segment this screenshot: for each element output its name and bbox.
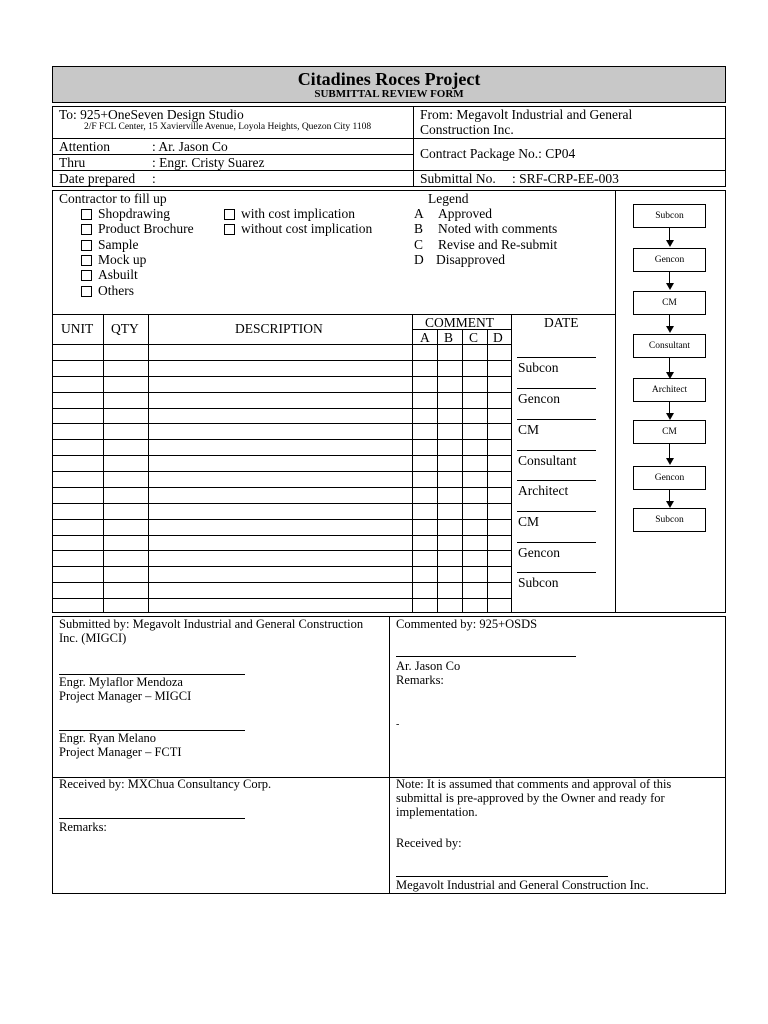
comment-row-line	[412, 360, 511, 361]
legend-text-d: Disapproved	[436, 252, 505, 267]
comment-row-line	[412, 471, 511, 472]
checkbox-with-cost[interactable]	[224, 209, 235, 220]
flow-arrow-6	[666, 458, 674, 465]
table-row-line	[52, 408, 412, 409]
note-line2: submittal is pre-approved by the Owner and ready for	[396, 791, 665, 805]
table-row-line	[52, 535, 412, 536]
label-with-cost: with cost implication	[241, 206, 355, 221]
label-sample: Sample	[98, 237, 139, 252]
table-row-line	[52, 376, 412, 377]
signatory-name-2: Engr. Ryan Melano	[59, 731, 157, 745]
label-product-brochure: Product Brochure	[98, 221, 194, 236]
table-row-line	[52, 455, 412, 456]
flow-box-gencon-2: Gencon	[633, 466, 706, 490]
received-remarks-label: Remarks:	[59, 820, 107, 834]
checkbox-others[interactable]	[81, 286, 92, 297]
label-shopdrawing: Shopdrawing	[98, 206, 170, 221]
table-row-line	[52, 471, 412, 472]
comment-row-line	[412, 408, 511, 409]
label-asbuilt: Asbuilt	[98, 267, 138, 282]
header-comment-c: C	[469, 330, 479, 345]
flow-box-cm: CM	[633, 291, 706, 315]
legend-text-a: Approved	[438, 206, 492, 221]
table-row-line	[52, 582, 412, 583]
date-entry-subcon-2: Subcon	[518, 575, 559, 590]
comment-row-line	[412, 376, 511, 377]
signatory-title-2: Project Manager – FCTI	[59, 745, 182, 759]
table-row-line	[52, 360, 412, 361]
header-unit: UNIT	[61, 321, 94, 336]
table-row-line	[52, 550, 412, 551]
submittal-no-label: Submittal No.	[420, 171, 496, 186]
legend-text-c: Revise and Re-submit	[438, 237, 558, 252]
signature-line-mxchua[interactable]	[59, 818, 245, 819]
date-prepared-value: :	[152, 171, 156, 186]
date-entry-consultant: Consultant	[518, 453, 577, 468]
to-address: 2/F FCL Center, 15 Xavierville Avenue, Loyola Heights, Quezon City 1108	[84, 122, 372, 132]
header-comment-d: D	[493, 330, 503, 345]
table-row-line	[52, 439, 412, 440]
table-row-line	[52, 423, 412, 424]
table-row-line	[52, 598, 412, 599]
date-entry-architect: Architect	[518, 483, 569, 498]
flow-arrow-3	[666, 326, 674, 333]
commenter-name: Ar. Jason Co	[396, 659, 461, 673]
flow-box-cm-2: CM	[633, 420, 706, 444]
table-row-line	[52, 392, 412, 393]
signature-line-megavolt[interactable]	[396, 876, 608, 877]
flow-divider	[615, 190, 616, 613]
note-line3: implementation.	[396, 805, 478, 819]
flow-box-consultant: Consultant	[633, 334, 706, 358]
signatory-name-1: Engr. Mylaflor Mendoza	[59, 675, 183, 689]
date-entry-cm-2: CM	[518, 514, 540, 529]
received-by-label: Received by: MXChua Consultancy Corp.	[59, 777, 272, 791]
header-comment: COMMENT	[425, 315, 495, 330]
table-row-line	[52, 344, 412, 345]
commenter-remarks-label: Remarks:	[396, 673, 444, 687]
date-entry-cm: CM	[518, 422, 540, 437]
attention-value: : Ar. Jason Co	[152, 139, 228, 154]
flow-arrow-5	[666, 413, 674, 420]
from-line2: Construction Inc.	[420, 122, 514, 137]
header-description: DESCRIPTION	[235, 321, 323, 336]
checkbox-sample[interactable]	[81, 240, 92, 251]
legend-code-a: A	[414, 206, 424, 221]
label-others: Others	[98, 283, 134, 298]
comment-row-line	[412, 487, 511, 488]
contractor-title: Contractor to fill up	[59, 191, 167, 206]
comment-row-line	[412, 439, 511, 440]
signatory-title-1: Project Manager – MIGCI	[59, 689, 192, 703]
header-date: DATE	[544, 315, 579, 330]
flow-box-architect: Architect	[633, 378, 706, 402]
header-comment-a: A	[420, 330, 430, 345]
legend-code-c: C	[414, 237, 424, 252]
date-entry-subcon: Subcon	[518, 360, 559, 375]
table-top-border	[52, 314, 615, 315]
thru-label: Thru	[59, 155, 86, 170]
checkbox-mock-up[interactable]	[81, 255, 92, 266]
legend-title: Legend	[428, 191, 469, 206]
submitted-by-line1: Submitted by: Megavolt Industrial and General Construction	[59, 617, 364, 631]
to-label: To: 925+OneSeven Design Studio	[59, 107, 244, 122]
thru-value: : Engr. Cristy Suarez	[152, 155, 265, 170]
date-prepared-label: Date prepared	[59, 171, 136, 186]
flow-box-subcon-2: Subcon	[633, 508, 706, 532]
comment-row-line	[412, 566, 511, 567]
table-row-line	[52, 487, 412, 488]
project-title: Citadines Roces Project	[297, 69, 481, 89]
signature-line-jason-co[interactable]	[396, 656, 576, 657]
checkbox-asbuilt[interactable]	[81, 270, 92, 281]
comment-row-line	[412, 503, 511, 504]
date-entry-gencon: Gencon	[518, 391, 560, 406]
table-row-line	[52, 503, 412, 504]
checkbox-shopdrawing[interactable]	[81, 209, 92, 220]
flow-arrow-1	[666, 240, 674, 247]
flow-box-gencon: Gencon	[633, 248, 706, 272]
comment-row-line	[412, 535, 511, 536]
comment-row-line	[412, 519, 511, 520]
submitted-by-line2: Inc. (MIGCI)	[59, 631, 127, 645]
comment-row-line	[412, 598, 511, 599]
date-entry-gencon-2: Gencon	[518, 545, 560, 560]
title-bar	[52, 66, 726, 103]
flow-arrow-7	[666, 501, 674, 508]
flow-box-subcon: Subcon	[633, 204, 706, 228]
commented-by-label: Commented by: 925+OSDS	[396, 617, 538, 631]
submittal-no-value: : SRF-CRP-EE-003	[512, 171, 619, 186]
form-subtitle: SUBMITTAL REVIEW FORM	[314, 88, 464, 100]
checkbox-product-brochure[interactable]	[81, 224, 92, 235]
header-qty: QTY	[111, 321, 139, 336]
commenter-remarks-value: -	[396, 719, 400, 730]
legend-code-b: B	[414, 221, 424, 236]
from-line1: From: Megavolt Industrial and General	[420, 107, 633, 122]
note-line1: Note: It is assumed that comments and approval of this	[396, 777, 672, 791]
legend-code-d: D	[414, 252, 424, 267]
comment-row-line	[412, 423, 511, 424]
table-row-line	[52, 566, 412, 567]
label-without-cost: without cost implication	[241, 221, 373, 236]
comment-row-line	[412, 550, 511, 551]
comment-row-line	[412, 582, 511, 583]
checkbox-without-cost[interactable]	[224, 224, 235, 235]
note-received-label: Received by:	[396, 836, 462, 850]
label-mock-up: Mock up	[98, 252, 147, 267]
comment-row-line	[412, 455, 511, 456]
table-row-line	[52, 519, 412, 520]
attention-label: Attention	[59, 139, 110, 154]
flow-arrow-2	[666, 283, 674, 290]
comment-row-line	[412, 344, 511, 345]
note-company: Megavolt Industrial and General Construction Inc.	[396, 878, 649, 892]
comment-row-line	[412, 392, 511, 393]
contract-package: Contract Package No.: CP04	[420, 146, 576, 161]
header-comment-b: B	[444, 330, 454, 345]
legend-text-b: Noted with comments	[438, 221, 558, 236]
